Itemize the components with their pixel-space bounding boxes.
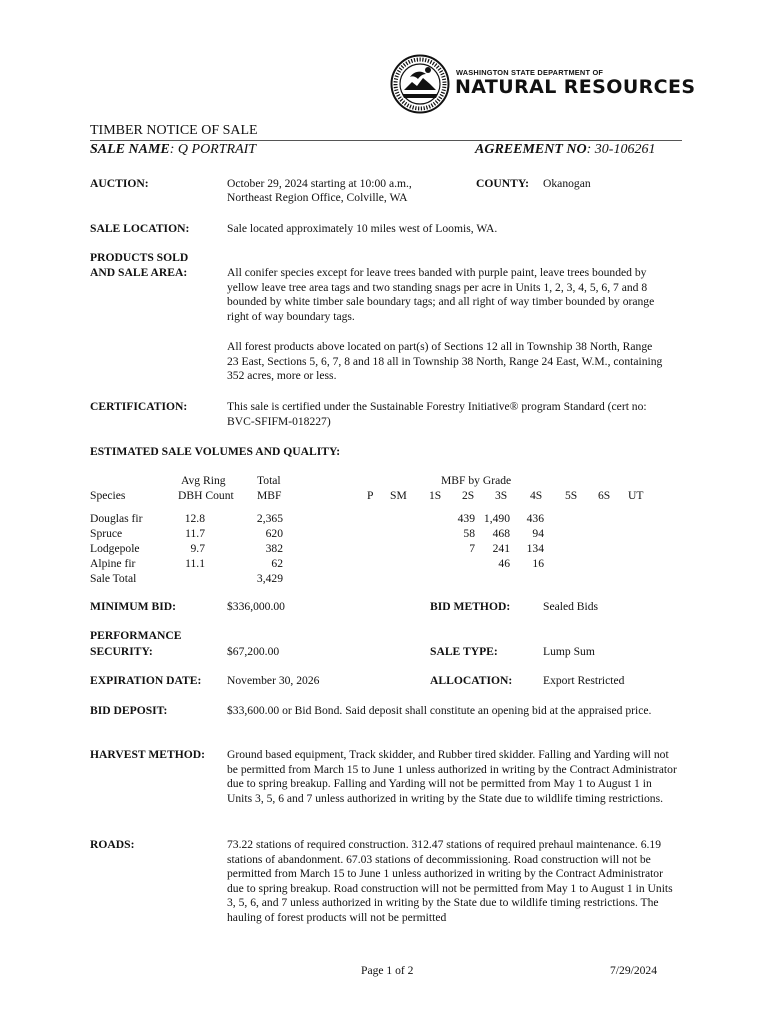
agency-name-line2: NATURAL RESOURCES <box>455 76 696 98</box>
harvest-method-label: HARVEST METHOD: <box>90 748 206 761</box>
table-row-2s: 58 <box>463 527 475 540</box>
table-row-2s: 439 <box>457 512 475 525</box>
roads-label: ROADS: <box>90 838 135 851</box>
bid-method-label: BID METHOD: <box>430 600 511 613</box>
products-paragraph-2: All forest products above located on part(s) of Sections 12 all in Township 38 North, Range 23 East, Sections 5, 6, 7, 8 and 18 all in Township 38 North, Range 24 East, W.M., containing 352 acres, more or less. <box>227 340 663 383</box>
page-number: Page 1 of 2 <box>361 964 414 977</box>
grade-6s: 6S <box>598 489 611 502</box>
bid-method-value: Sealed Bids <box>543 600 599 613</box>
table-row-4s: 16 <box>532 557 544 570</box>
table-row-species: Lodgepole <box>90 542 140 555</box>
sale-type-value: Lump Sum <box>543 645 595 658</box>
table-row-total: 3,429 <box>256 572 283 585</box>
header-mbf: MBF <box>257 489 282 502</box>
allocation-label: ALLOCATION: <box>430 674 513 687</box>
performance-label-line2: SECURITY: <box>90 645 153 658</box>
grade-5s: 5S <box>565 489 578 502</box>
sale-name <box>90 142 256 158</box>
county-label: COUNTY: <box>476 177 530 190</box>
table-row-dbh: 12.8 <box>184 512 205 525</box>
header-avg-ring: Avg Ring <box>181 474 226 487</box>
grade-sm: SM <box>390 489 407 502</box>
table-row-total: 382 <box>265 542 283 555</box>
grade-3s: 3S <box>495 489 508 502</box>
performance-value: $67,200.00 <box>227 645 280 658</box>
bid-deposit-value: $33,600.00 or Bid Bond. Said deposit shall constitute an opening bid at the appraised price. <box>227 704 652 717</box>
auction-line1: October 29, 2024 starting at 10:00 a.m., <box>227 177 412 190</box>
table-row-dbh <box>170 571 205 586</box>
grade-2s: 2S <box>462 489 475 502</box>
header-species: Species <box>90 489 126 502</box>
table-row-species: Sale Total <box>90 572 137 585</box>
table-row-total: 2,365 <box>256 512 283 525</box>
volumes-heading: ESTIMATED SALE VOLUMES AND QUALITY: <box>90 445 341 458</box>
minimum-bid-label: MINIMUM BID: <box>90 600 176 613</box>
total-column <box>240 511 283 586</box>
sale-type-label: SALE TYPE: <box>430 645 498 658</box>
document-title: TIMBER NOTICE OF SALE <box>90 123 258 138</box>
auction-line2: Northeast Region Office, Colville, WA <box>227 191 408 204</box>
products-label-line2: AND SALE AREA: <box>90 266 188 279</box>
agency-name-line1: WASHINGTON STATE DEPARTMENT OF <box>456 68 604 77</box>
grade-p: P <box>367 489 374 502</box>
performance-label-line1: PERFORMANCE <box>90 629 182 642</box>
certification-label: CERTIFICATION: <box>90 400 188 413</box>
header-total: Total <box>257 474 281 487</box>
table-row-species: Alpine fir <box>90 557 136 570</box>
footer-date: 7/29/2024 <box>610 964 658 977</box>
table-row-dbh: 9.7 <box>190 542 205 555</box>
agreement-value: : 30-106261 <box>586 142 656 157</box>
county-value: Okanogan <box>543 177 591 190</box>
sale-name-value: : Q PORTRAIT <box>169 142 257 157</box>
table-row-total: 620 <box>265 527 283 540</box>
title-divider <box>90 140 682 141</box>
expiration-label: EXPIRATION DATE: <box>90 674 202 687</box>
table-row-species: Spruce <box>90 527 123 540</box>
header-dbh-count: DBH Count <box>178 489 234 502</box>
table-row-4s: 134 <box>526 542 544 555</box>
agreement-number <box>475 142 655 158</box>
table-row-total: 62 <box>271 557 283 570</box>
table-row-2s: 7 <box>469 542 475 555</box>
agency-logo <box>390 54 696 114</box>
sale-location-value: Sale located approximately 10 miles west of Loomis, WA. <box>227 222 498 235</box>
harvest-method-value: Ground based equipment, Track skidder, and Rubber tired skidder. Falling and Yarding will not be permitted from March 15 to June 1 unless authorized in writing by the Contract Administrator due to spring breakup. Falling and Yarding will not be permitted from May 1 to August 1 in Units 3, 5, 6 and 7 unless authorized in writing by the State due to wildlife timing restrictions. <box>227 748 677 805</box>
allocation-value: Export Restricted <box>543 674 625 687</box>
auction-label: AUCTION: <box>90 177 149 190</box>
certification-value: This sale is certified under the Sustainable Forestry Initiative® program Standard (cert no: BVC-SFIFM-018227) <box>227 400 647 428</box>
grade-4s-column <box>513 511 544 571</box>
table-row-dbh: 11.7 <box>185 527 205 540</box>
table-row-species: Douglas fir <box>90 512 143 525</box>
grade-4s: 4S <box>530 489 543 502</box>
grade-1s: 1S <box>429 489 442 502</box>
grade-ut: UT <box>628 489 644 502</box>
table-row-4s: 436 <box>526 512 544 525</box>
table-row-3s: 468 <box>492 527 510 540</box>
table-row-2s <box>440 556 475 571</box>
minimum-bid-value: $336,000.00 <box>227 600 285 613</box>
products-label-line1: PRODUCTS SOLD <box>90 251 189 264</box>
sale-location-label: SALE LOCATION: <box>90 222 190 235</box>
grade-3s-column <box>475 511 510 571</box>
roads-value: 73.22 stations of required construction. 312.47 stations of required prehaul maintenance. 6.19 stations of abandonment. 67.03 stations of decommissioning. Road construction will not be permitted from March 15 to June 1 unless authorized in writing by the Contract Administrator due to spring breakup. Road construction will not be permitted from May 1 to August 1 in Units 3, 5, 6, and 7 unless authorized in writing by the State due to wildlife timing restrictions. The hauling of forest products will not be permitted <box>227 838 673 924</box>
products-paragraph-1: All conifer species except for leave trees banded with purple paint, leave trees bounded by yellow leave tree area tags and two standing snags per acre in Units 1, 2, 3, 4, 5, 6, 7 and 8 bounded by white timber sale boundary tags; and all right of way timber bounded by orange right of way boundary tags. <box>227 266 655 323</box>
dbh-column <box>170 511 205 586</box>
header-mbf-by-grade: MBF by Grade <box>441 474 512 487</box>
expiration-value: November 30, 2026 <box>227 674 320 687</box>
table-row-3s: 1,490 <box>483 512 510 525</box>
species-column <box>90 511 170 586</box>
table-row-4s: 94 <box>532 527 544 540</box>
bid-deposit-label: BID DEPOSIT: <box>90 704 168 717</box>
table-row-3s: 241 <box>492 542 510 555</box>
grade-2s-column <box>440 511 475 571</box>
table-row-dbh: 11.1 <box>185 557 205 570</box>
table-row-3s: 46 <box>498 557 510 570</box>
dnr-seal-icon <box>390 54 450 114</box>
sale-name-label: SALE NAME <box>90 142 170 157</box>
agreement-label: AGREEMENT NO <box>475 142 587 157</box>
